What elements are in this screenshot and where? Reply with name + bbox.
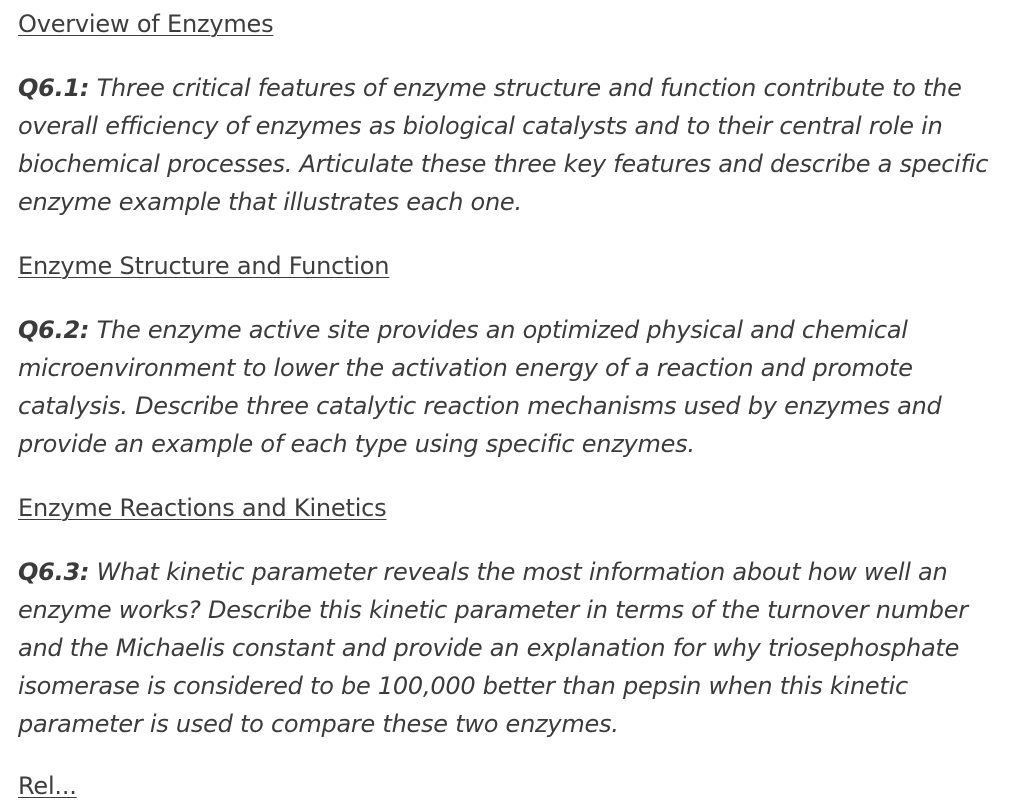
- question-text: Three critical features of enzyme structure and function contribute to the overall efficiency of enzymes as biological catalysts and to their central role in biochemical processes. Articulate these three key features and describe a specific enzyme example that illustrates each one.: [18, 74, 989, 216]
- question-text: The enzyme active site provides an optimized physical and chemical microenvironment to lower the activation energy of a reaction and promote catalysis. Describe three catalytic reaction mechanisms used by enzymes and provide an example of each type using specific enzymes.: [18, 316, 942, 458]
- question-number: Q6.1:: [18, 74, 90, 102]
- section-heading-cutoff: Rel...: [18, 772, 77, 800]
- question-q6-2: [18, 311, 998, 463]
- question-q6-1: [18, 69, 998, 221]
- question-number: Q6.2:: [18, 316, 90, 344]
- question-text: What kinetic parameter reveals the most information about how well an enzyme works? Describe this kinetic parameter in terms of the turnover number and the Michaelis constant and provide an explanation for why triosephosphate isomerase is considered to be 100,000 better than pepsin when this kinetic parameter is used to compare these two enzymes.: [18, 558, 968, 738]
- section-heading-structure-function: Enzyme Structure and Function: [18, 252, 390, 280]
- section-heading-reactions-kinetics: Enzyme Reactions and Kinetics: [18, 494, 387, 522]
- question-number: Q6.3:: [18, 558, 90, 586]
- section-heading-overview: Overview of Enzymes: [18, 10, 274, 38]
- question-q6-3: [18, 553, 998, 743]
